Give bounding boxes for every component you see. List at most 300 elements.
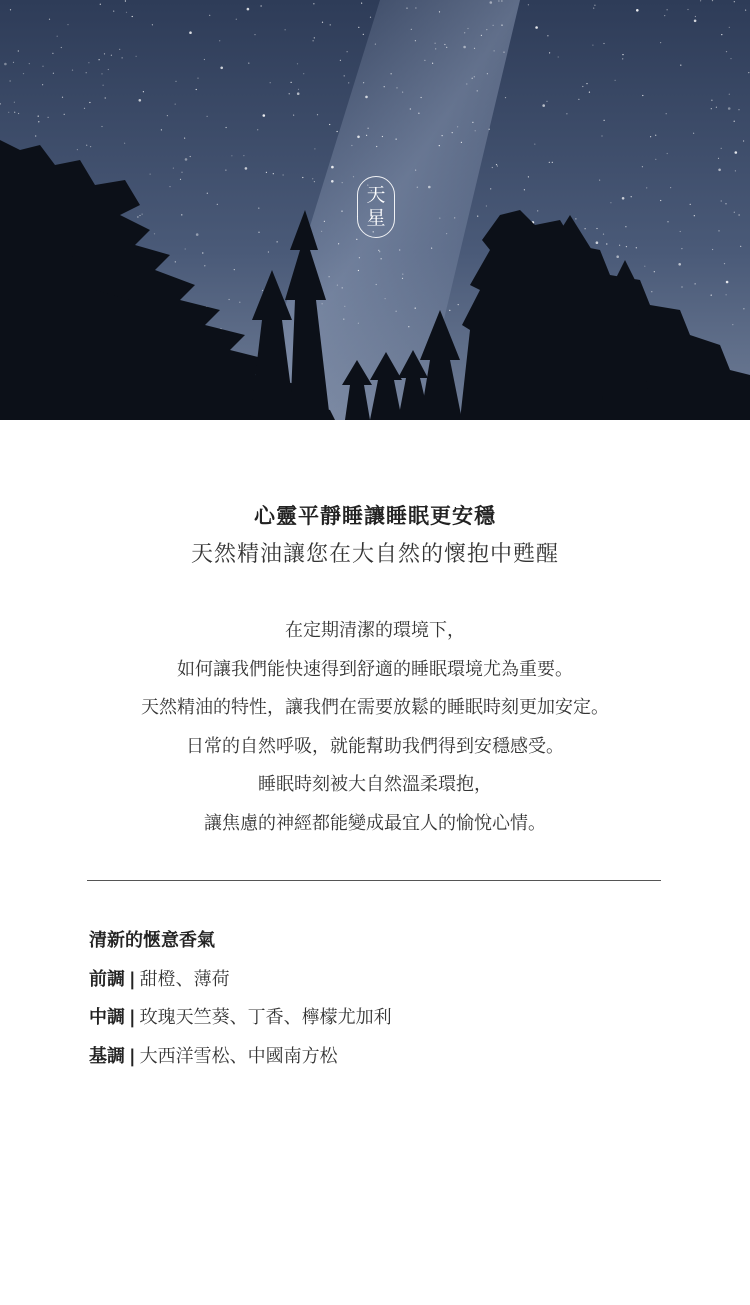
star: [725, 203, 726, 204]
star: [143, 91, 144, 92]
star: [161, 129, 162, 130]
star: [18, 50, 19, 51]
star: [363, 82, 364, 83]
star: [302, 177, 303, 178]
star: [660, 42, 661, 43]
star: [610, 202, 611, 203]
star: [231, 155, 232, 156]
star: [13, 62, 14, 63]
description-line: 睡眠時刻被大自然溫柔環抱，: [258, 774, 492, 795]
star: [687, 9, 688, 10]
star: [57, 36, 58, 37]
star: [344, 306, 345, 307]
star: [524, 189, 525, 190]
star: [391, 73, 392, 74]
star: [549, 52, 550, 53]
star: [266, 172, 267, 173]
star: [730, 58, 731, 59]
star: [313, 40, 314, 41]
star: [207, 116, 208, 117]
star: [239, 302, 240, 303]
star: [616, 255, 619, 258]
star: [204, 265, 205, 266]
star: [317, 114, 318, 115]
star: [248, 63, 249, 64]
star: [175, 81, 176, 82]
star: [313, 3, 314, 4]
star: [694, 215, 695, 216]
star: [363, 34, 364, 35]
star: [452, 132, 453, 133]
star: [61, 47, 62, 48]
description-line: 在定期清潔的環境下，: [285, 620, 465, 641]
star: [217, 204, 218, 205]
star: [626, 246, 627, 247]
star: [379, 251, 380, 252]
star: [358, 270, 359, 271]
star: [330, 24, 331, 25]
star: [738, 109, 739, 110]
star: [446, 47, 447, 48]
star: [189, 31, 192, 34]
star: [137, 216, 138, 217]
description-paragraph: [0, 612, 750, 843]
star: [528, 176, 529, 177]
star: [535, 26, 538, 29]
star: [314, 181, 315, 182]
star: [88, 62, 89, 63]
star: [136, 56, 137, 57]
star: [680, 65, 681, 66]
star: [732, 324, 733, 325]
star: [558, 56, 559, 57]
star: [365, 96, 368, 99]
star: [38, 121, 39, 122]
star: [566, 113, 567, 114]
star: [23, 73, 24, 74]
star: [53, 73, 54, 74]
star: [642, 95, 643, 96]
star: [477, 216, 478, 217]
star: [184, 138, 185, 139]
star: [348, 82, 349, 83]
star: [29, 63, 30, 64]
star: [139, 99, 142, 102]
star: [18, 113, 19, 114]
star: [650, 136, 651, 137]
star: [297, 63, 298, 64]
star: [596, 228, 597, 229]
star: [258, 232, 259, 233]
star: [14, 112, 15, 113]
star: [370, 17, 371, 18]
star: [42, 66, 43, 67]
star: [190, 156, 191, 157]
star: [474, 76, 475, 77]
star: [472, 122, 473, 123]
star: [552, 162, 553, 163]
star: [631, 196, 632, 197]
star: [636, 247, 637, 248]
star: [132, 16, 133, 17]
star: [415, 40, 416, 41]
star: [666, 113, 667, 114]
star: [204, 59, 205, 60]
fragrance-notes: [89, 922, 392, 1076]
star: [219, 40, 220, 41]
star: [721, 34, 722, 35]
star: [181, 214, 182, 215]
star: [105, 97, 106, 98]
star: [337, 131, 338, 132]
star: [322, 303, 323, 304]
star: [351, 145, 352, 146]
star: [492, 167, 493, 168]
star: [382, 136, 383, 137]
note-value: 甜橙、薄荷: [139, 968, 230, 990]
note-separator: |: [129, 1045, 136, 1067]
hero-night-sky-image: [0, 0, 750, 420]
star: [695, 16, 696, 17]
star: [196, 89, 197, 90]
star: [361, 3, 362, 4]
star: [185, 158, 188, 161]
star: [734, 1, 735, 2]
star: [444, 44, 445, 45]
star: [735, 170, 736, 171]
star: [680, 231, 681, 232]
star: [461, 142, 462, 143]
star: [694, 20, 697, 23]
star: [341, 211, 342, 212]
star: [314, 148, 315, 149]
star: [207, 193, 208, 194]
star: [338, 243, 339, 244]
star: [90, 146, 91, 147]
star: [474, 48, 475, 49]
star: [636, 9, 639, 12]
star: [712, 0, 713, 1]
star: [501, 0, 502, 1]
description-line: 天然精油的特性，讓我們在需要放鬆的睡眠時刻更加安定。: [141, 697, 609, 718]
star: [8, 112, 9, 113]
star: [721, 148, 722, 149]
star: [262, 290, 263, 291]
star: [678, 263, 681, 266]
star: [599, 180, 600, 181]
star: [312, 178, 313, 179]
star: [167, 115, 168, 116]
star: [322, 22, 323, 23]
star: [458, 304, 459, 305]
star: [291, 82, 292, 83]
star: [202, 252, 203, 253]
star: [86, 145, 87, 146]
star: [415, 7, 416, 8]
star: [711, 108, 712, 109]
star: [185, 248, 186, 249]
star: [693, 133, 694, 134]
star: [258, 208, 259, 209]
star: [582, 86, 583, 87]
star: [496, 164, 497, 165]
star: [503, 52, 504, 53]
star: [261, 5, 262, 6]
star: [464, 32, 465, 33]
star: [578, 99, 579, 100]
star: [489, 129, 490, 130]
star: [344, 75, 345, 76]
subline: 天然精油讓您在大自然的懷抱中甦醒: [190, 542, 559, 567]
star: [108, 69, 109, 70]
star: [411, 29, 412, 30]
star: [700, 0, 701, 1]
star: [243, 155, 244, 156]
star: [615, 80, 616, 81]
star: [196, 233, 199, 236]
star: [329, 124, 330, 125]
star: [234, 269, 235, 270]
star: [729, 27, 730, 28]
star: [247, 8, 250, 11]
star: [396, 87, 397, 88]
star: [100, 4, 101, 5]
star: [743, 308, 744, 309]
star: [357, 136, 360, 139]
star: [385, 298, 386, 299]
star: [463, 46, 466, 49]
star: [439, 11, 440, 12]
star: [654, 271, 655, 272]
star: [417, 187, 418, 188]
star: [604, 120, 605, 121]
star: [435, 48, 436, 49]
star: [660, 200, 661, 201]
star: [547, 35, 548, 36]
star: [358, 27, 359, 28]
star: [101, 126, 102, 127]
star: [490, 188, 491, 189]
star: [439, 218, 440, 219]
star: [152, 24, 153, 25]
star: [664, 15, 665, 16]
star: [667, 221, 668, 222]
star: [173, 168, 174, 169]
star: [494, 50, 495, 51]
star: [748, 72, 749, 73]
star: [734, 212, 735, 213]
star: [268, 251, 269, 252]
star: [406, 8, 407, 9]
star: [721, 200, 722, 201]
star: [124, 143, 125, 144]
star: [285, 29, 286, 30]
star: [226, 127, 227, 128]
star: [646, 187, 647, 188]
star: [586, 83, 587, 84]
star: [546, 101, 547, 102]
star: [534, 144, 535, 145]
star: [72, 70, 73, 71]
headline: 心靈平靜睡讓睡眠更安穩: [254, 504, 496, 528]
note-row-middle: [89, 999, 392, 1038]
star: [101, 73, 102, 74]
star: [589, 92, 590, 93]
star: [48, 117, 49, 118]
star: [432, 63, 433, 64]
star: [481, 35, 482, 36]
star: [418, 113, 419, 114]
star: [475, 130, 476, 131]
star: [740, 246, 741, 247]
star: [314, 37, 315, 38]
seal-char-2: 星: [366, 207, 386, 229]
star: [497, 165, 498, 166]
star: [229, 299, 230, 300]
star: [181, 172, 182, 173]
tianxing-seal-logo: [357, 176, 395, 238]
star: [681, 286, 682, 287]
star: [303, 73, 304, 74]
star: [493, 25, 494, 26]
star: [77, 149, 78, 150]
star: [596, 241, 599, 244]
star: [415, 170, 416, 171]
star: [724, 263, 725, 264]
star: [270, 82, 271, 83]
star: [175, 261, 176, 262]
star: [402, 278, 403, 279]
star: [712, 249, 713, 250]
star: [711, 100, 712, 101]
star: [505, 97, 506, 98]
star: [718, 230, 719, 231]
star: [667, 9, 668, 10]
star: [466, 83, 467, 84]
star: [356, 239, 357, 240]
star: [375, 44, 376, 45]
star: [486, 205, 487, 206]
star: [263, 114, 266, 117]
star: [655, 135, 656, 136]
star: [343, 319, 344, 320]
star: [220, 67, 223, 70]
star: [376, 146, 377, 147]
star: [254, 34, 255, 35]
star: [86, 72, 87, 73]
star: [449, 310, 450, 311]
description-line: 如何讓我們能快速得到舒適的睡眠環境尤為重要。: [177, 658, 573, 680]
star: [681, 248, 682, 249]
star: [718, 158, 719, 159]
star: [14, 102, 15, 103]
star: [353, 176, 354, 177]
star: [601, 135, 602, 136]
star: [359, 257, 360, 258]
star: [84, 108, 85, 109]
star: [337, 285, 338, 286]
note-value: 玫瑰天竺葵、丁香、檸檬尤加利: [139, 1007, 392, 1028]
star: [415, 308, 416, 309]
star: [446, 233, 447, 234]
star: [126, 12, 127, 13]
star: [139, 215, 140, 216]
star: [99, 59, 100, 60]
description-line: 讓焦慮的神經都能變成最宜人的愉悅心情。: [204, 812, 546, 834]
star: [283, 174, 284, 175]
star: [35, 135, 36, 136]
star: [467, 28, 468, 29]
star: [593, 8, 594, 9]
star: [368, 128, 369, 129]
star: [726, 281, 729, 284]
star: [257, 129, 258, 130]
star: [358, 323, 359, 324]
star: [340, 60, 341, 61]
star: [642, 166, 643, 167]
star: [52, 53, 53, 54]
star: [103, 85, 104, 86]
star: [743, 140, 744, 141]
star: [321, 231, 322, 232]
star: [64, 114, 65, 115]
notes-title: 清新的愜意香氣: [89, 930, 215, 951]
star: [122, 57, 123, 58]
star: [381, 258, 382, 259]
note-row-base: [89, 1038, 392, 1077]
star: [209, 15, 210, 16]
star: [431, 248, 432, 249]
star: [329, 276, 330, 277]
star: [89, 102, 90, 103]
star: [399, 249, 400, 250]
star: [729, 94, 730, 95]
star: [49, 19, 50, 20]
star: [575, 218, 576, 219]
star: [277, 241, 278, 242]
star: [622, 197, 625, 200]
star: [739, 214, 740, 215]
note-separator: |: [129, 968, 136, 990]
star: [622, 58, 623, 59]
star: [442, 135, 443, 136]
note-key: 基調: [89, 1045, 125, 1067]
note-separator: |: [129, 1007, 136, 1028]
description-line: 日常的自然呼吸，就能幫助我們得到安穩感受。: [186, 735, 564, 757]
star: [424, 60, 425, 61]
star: [180, 179, 181, 180]
star: [498, 0, 499, 1]
star: [104, 53, 105, 54]
star: [542, 104, 545, 107]
star: [245, 167, 248, 170]
star: [366, 135, 367, 136]
star: [490, 1, 493, 4]
star: [690, 204, 691, 205]
star: [651, 291, 652, 292]
star: [293, 115, 294, 116]
star: [42, 84, 43, 85]
star: [745, 10, 746, 11]
star: [487, 73, 488, 74]
star: [718, 169, 721, 172]
star: [454, 217, 455, 218]
star: [225, 170, 226, 171]
star: [324, 221, 325, 222]
star: [331, 166, 334, 169]
star: [67, 24, 68, 25]
star: [396, 311, 397, 312]
